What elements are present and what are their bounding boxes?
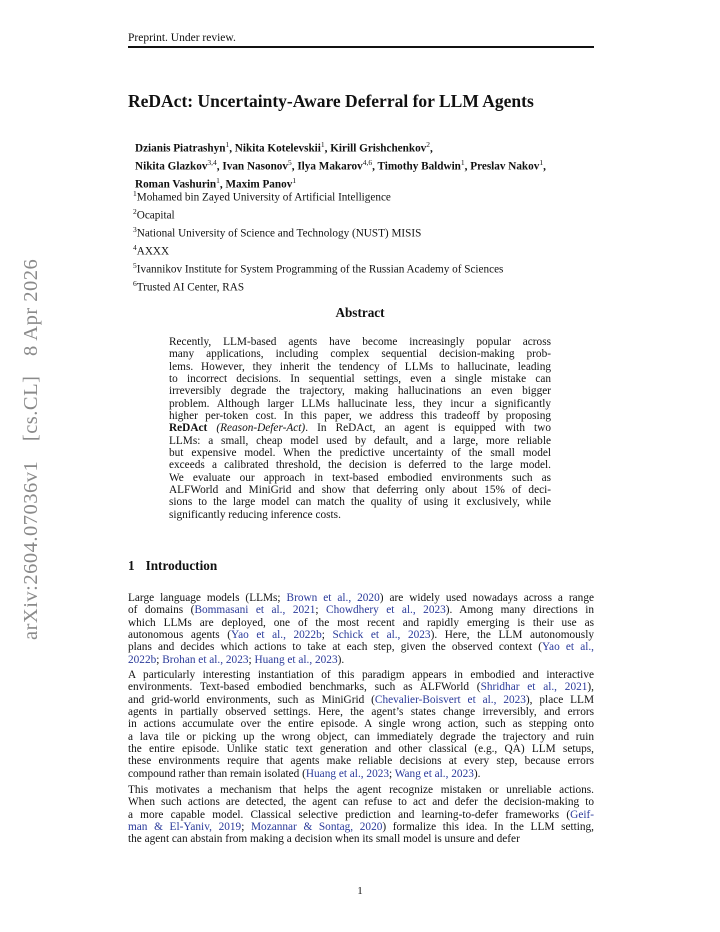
text-line: [128, 604, 594, 616]
text-run: a lava tile or picking up the wrong object, can immediately degrade the trajectory and ruin: [128, 730, 594, 743]
text-line: [128, 654, 594, 666]
author-affiliation-marker: 5: [287, 158, 292, 168]
text-run: ALFWorld and MiniGrid and show that deferring only about 15% of deci-: [169, 484, 551, 497]
text-line: [169, 496, 551, 508]
text-line: [128, 681, 594, 693]
affiliation-marker: 6: [133, 279, 137, 289]
text-run: problem. Although larger LLMs hallucinate less, they incur a significantly: [169, 397, 551, 410]
citation-link[interactable]: Chevalier-Boisvert et al., 2023: [374, 693, 526, 706]
text-line: [169, 472, 551, 484]
affiliation-text: Ocapital: [136, 209, 175, 222]
text-run: the entire episode. Unlike static text generation and other classical (e.g., QA) LLM setups,: [128, 743, 594, 756]
author-name: Dzianis Piatrashyn: [135, 142, 226, 155]
text-run: which LLMs are deployed, one of the most recent and rapidly emerging is their use as: [128, 616, 594, 629]
author-separator: ,: [543, 160, 546, 173]
text-line: [128, 809, 594, 821]
affiliation-text: Trusted AI Center, RAS: [136, 281, 245, 294]
author-separator: ,: [464, 160, 471, 173]
running-header: Preprint. Under review.: [128, 32, 236, 44]
text-run: ;: [321, 629, 333, 642]
author-affiliation-marker: 4,6: [362, 158, 373, 168]
page-number: 1: [357, 885, 363, 897]
text-run: ;: [315, 604, 327, 617]
text-run: compound rather than remain isolated (: [128, 767, 306, 780]
citation-link[interactable]: Geif-: [570, 808, 594, 821]
text-line: [128, 821, 594, 833]
bold-term: ReDAct: [169, 422, 208, 435]
author-name: Nikita Kotelevskii: [234, 142, 321, 155]
text-line: [169, 336, 551, 348]
text-run: When such actions are detected, the agent can refuse to act and defer the decision-making to: [128, 796, 594, 809]
text-run: of domains (: [128, 604, 195, 617]
text-run: sions to the large model can match the quality of using it exclusively, while: [169, 496, 551, 509]
author-separator: ,: [219, 179, 226, 192]
affiliation: [133, 205, 503, 223]
author-name: Nikita Glazkov: [135, 160, 208, 173]
author-affiliation-marker: 1: [225, 140, 230, 149]
author-name: Ilya Makarov: [297, 160, 363, 173]
text-line: [128, 796, 594, 808]
paper-title: ReDAct: Uncertainty-Aware Deferral for LLM Agents: [128, 91, 534, 111]
text-line: [128, 706, 594, 718]
text-run: autonomous agents (: [128, 629, 232, 642]
text-run: [207, 422, 216, 434]
text-run: ;: [248, 653, 255, 666]
author-separator: ,: [291, 160, 298, 173]
text-run: and grid-world environments, such as MiniGrid (: [128, 693, 375, 706]
text-run: plans and decides which actions to take at each step, given the observed context (: [128, 641, 543, 654]
author-line: [135, 138, 605, 156]
intro-paragraph: [128, 669, 594, 780]
text-line: [169, 484, 551, 496]
text-run: many applications, including complex sequential decision-making prob-: [169, 348, 551, 361]
text-run: in actions accumulate over the entire episode. A single wrong action, such as stepping onto: [128, 718, 594, 731]
text-line: [169, 348, 551, 360]
affiliation-marker: 4: [133, 243, 137, 253]
text-line: [128, 784, 594, 796]
citation-link[interactable]: Bommasani et al., 2021: [194, 604, 316, 617]
citation-link[interactable]: Mozannar & Sontag, 2020: [251, 821, 383, 834]
text-run: . In ReDAct, an agent is equipped with two: [305, 422, 551, 435]
text-line: [128, 641, 594, 653]
text-line: [128, 694, 594, 706]
text-line: [128, 731, 594, 743]
text-run: ) formalize this idea. In the LLM setting,: [382, 821, 595, 834]
text-run: exceeds a calibrated threshold, the decision is deferred to the large model.: [169, 459, 551, 472]
section-number: 1: [128, 558, 135, 573]
author-name: Maxim Panov: [225, 179, 293, 192]
author-affiliation-marker: 3,4: [207, 158, 217, 168]
citation-link[interactable]: Huang et al., 2023: [305, 767, 390, 780]
author-name: Timothy Baldwin: [377, 160, 461, 173]
text-run: ). Here, the LLM autonomously: [430, 629, 594, 642]
text-run: environments. Text-based embodied benchmarks, such as ALFWorld (: [128, 681, 481, 694]
text-line: [169, 398, 551, 410]
author-separator: ,: [324, 142, 331, 155]
text-run: the agent can abstain from making a decision when its small model is unsure and defer: [128, 833, 520, 846]
affiliation-text: National University of Science and Technology (NUST) MISIS: [136, 227, 422, 240]
citation-link[interactable]: man & El-Yaniv, 2019: [128, 821, 242, 834]
text-line: [169, 435, 551, 447]
text-run: ), place LLM: [525, 693, 594, 706]
author-separator: ,: [372, 160, 378, 173]
author-affiliation-marker: 1: [320, 140, 325, 149]
author-separator: ,: [229, 142, 235, 155]
text-line: [169, 422, 551, 434]
citation-link[interactable]: Wang et al., 2023: [394, 767, 474, 780]
text-run: ) are widely used nowadays across a range: [379, 592, 594, 604]
author-name: Roman Vashurin: [135, 179, 217, 192]
text-line: [128, 833, 594, 845]
text-run: irreversibly degrade the trajectory, making hallucinations an even bigger: [169, 385, 551, 398]
author-affiliation-marker: 2: [426, 140, 431, 149]
text-line: [128, 768, 594, 780]
affiliation: [133, 223, 503, 241]
text-line: [128, 755, 594, 767]
affiliation: [133, 259, 503, 277]
author-line: [135, 156, 605, 174]
text-run: agents in partially observed settings. Here, the agent’s states change irreversibly, and errors: [128, 706, 594, 719]
affiliation-list: [133, 187, 503, 295]
author-separator: ,: [430, 142, 433, 155]
text-run: A particularly interesting instantiation of this paradigm appears in embodied and interactive: [128, 669, 594, 681]
arxiv-date: 8 Apr 2026: [20, 258, 42, 356]
text-line: [128, 718, 594, 730]
text-run: but expensive model. When the predictive uncertainty of the small model: [169, 447, 551, 460]
intro-paragraph: [128, 784, 594, 846]
text-line: [128, 743, 594, 755]
section-title: Introduction: [145, 558, 218, 573]
citation-link[interactable]: Yao et al.,: [542, 641, 594, 654]
author-affiliation-marker: 1: [216, 176, 220, 186]
citation-link[interactable]: Brohan et al., 2023: [162, 653, 249, 666]
text-run: We evaluate our approach in text-based embodied environments such as: [169, 471, 551, 484]
text-line: [169, 385, 551, 397]
abstract-heading: Abstract: [335, 305, 385, 320]
affiliation-marker: 3: [133, 225, 137, 235]
text-line: [169, 447, 551, 459]
affiliation-text: Ivannikov Institute for System Programming of the Russian Academy of Sciences: [136, 263, 504, 276]
intro-paragraph: [128, 592, 594, 666]
text-run: these environments require that agents make reliable decisions at every step, because errors: [128, 755, 594, 768]
text-run: significantly reducing inference costs.: [169, 508, 341, 521]
author-name: Ivan Nasonov: [222, 160, 288, 173]
arxiv-category: [cs.CL]: [20, 375, 42, 442]
citation-link[interactable]: Chowdhery et al., 2023: [326, 604, 446, 617]
text-line: [169, 509, 551, 521]
header-rule: [128, 46, 594, 48]
text-run: Large language models (LLMs;: [128, 592, 287, 604]
text-line: [169, 410, 551, 422]
citation-link[interactable]: Huang et al., 2023: [254, 653, 338, 666]
citation-link[interactable]: Brown et al., 2020: [286, 592, 380, 604]
affiliation-marker: 1: [133, 189, 137, 198]
text-line: [128, 669, 594, 681]
text-run: a more capable model. Classical selective prediction and learning-to-defer frameworks (: [128, 808, 571, 821]
text-line: [169, 459, 551, 471]
affiliation-marker: 2: [133, 207, 137, 217]
text-line: [128, 617, 594, 629]
abstract-body: [169, 336, 551, 521]
affiliation: [133, 187, 503, 205]
author-affiliation-marker: 1: [539, 158, 544, 168]
citation-link[interactable]: Shridhar et al., 2021: [480, 681, 588, 694]
citation-link[interactable]: Schick et al., 2023: [332, 629, 431, 642]
text-run: lems. However, they inherit the tendency of LLMs to hallucinate, leading: [169, 360, 551, 373]
arxiv-sidebar-stamp: [20, 245, 43, 640]
author-list: [135, 138, 605, 193]
author-name: Kirill Grishchenkov: [330, 142, 427, 155]
citation-link[interactable]: Yao et al., 2022b: [231, 629, 322, 642]
text-line: [128, 592, 594, 604]
text-run: ),: [587, 681, 594, 694]
text-run: ;: [156, 653, 163, 666]
affiliation-text: AXXX: [136, 245, 170, 258]
author-affiliation-marker: 1: [460, 158, 465, 168]
text-run: This motivates a mechanism that helps the agent recognize mistaken or unreliable actions.: [128, 784, 594, 796]
arxiv-id: arXiv:2604.07036v1: [20, 460, 42, 640]
text-line: [128, 629, 594, 641]
text-run: ).: [337, 653, 345, 666]
author-separator: ,: [216, 160, 223, 173]
italic-term: (Reason-Defer-Act): [216, 422, 306, 435]
text-run: ;: [389, 767, 395, 780]
text-run: ;: [241, 821, 251, 834]
author-name: Preslav Nakov: [470, 160, 540, 173]
affiliation-marker: 5: [133, 261, 137, 271]
text-run: ).: [473, 767, 481, 780]
affiliation: [133, 241, 503, 259]
section-heading: [128, 558, 217, 574]
author-affiliation-marker: 1: [292, 176, 297, 186]
affiliation-text: Mohamed bin Zayed University of Artificial Intelligence: [136, 191, 391, 204]
text-run: higher per-token cost. In this paper, we address this tradeoff by proposing: [169, 410, 551, 423]
text-run: LLMs: a small, cheap model used by default, and a large, more reliable: [169, 434, 551, 447]
text-line: [169, 361, 551, 373]
citation-link[interactable]: 2022b: [128, 653, 157, 666]
text-run: Recently, LLM-based agents have become increasingly popular across: [169, 336, 551, 348]
text-line: [169, 373, 551, 385]
affiliation: [133, 277, 503, 295]
text-run: to incorrect decisions. In sequential settings, even a single mistake can: [169, 373, 551, 386]
text-run: ). Among many directions in: [445, 604, 594, 617]
